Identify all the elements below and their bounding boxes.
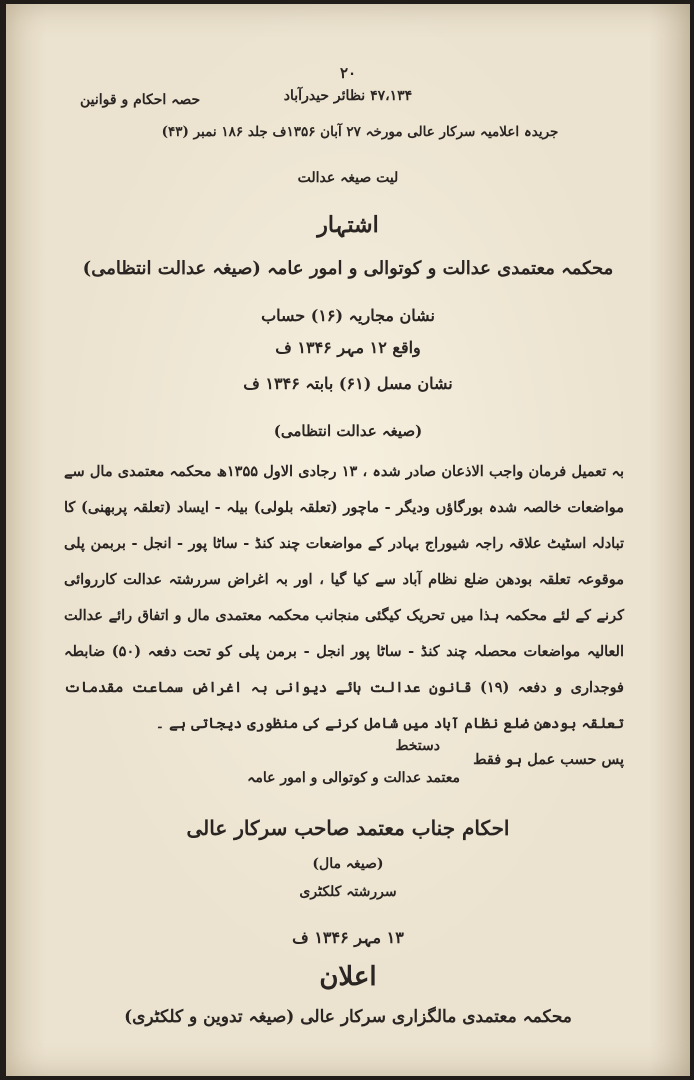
subsection-label: (صیغہ عدالت انتظامی) — [273, 422, 423, 440]
gazette-reference: جریدہ اعلامیہ سرکار عالی مورخہ ۲۷ آبان ۱۳۵۶ف جلد ۱۸۶ نمبر (۴۳) — [161, 124, 559, 140]
notice-date: واقع ۱۲ مہر ۱۳۴۶ ف — [275, 338, 421, 357]
notice-body — [64, 454, 624, 778]
second-notice-heading: احکام جناب معتمد صاحب سرکار عالی — [186, 816, 510, 840]
department-label: لیت صیغہ عدالت — [297, 170, 399, 186]
body-closing: پس حسب عمل ہو فقط — [473, 751, 624, 768]
file-number: نشان مسل (۶۱) بابتہ ۱۳۴۶ ف — [243, 374, 453, 393]
second-notice-sarrishta: سررشتہ کلکٹری — [299, 884, 397, 900]
document-page — [6, 4, 690, 1076]
reference-number: نشان مجاریہ (۱۶) حساب — [261, 306, 435, 325]
second-notice-sigha: (صیغہ مال) — [312, 856, 384, 872]
section-label: حصہ احکام و قوانین — [80, 92, 201, 108]
notice-title: اشتہار — [317, 212, 379, 238]
second-notice-date: ۱۳ مہر ۱۳۴۶ ف — [292, 928, 404, 947]
body-paragraph: بہ تعمیل فرمان واجب الاذعان صادر شدہ ، ۱۳ رجادی الاول ۱۳۵۵ھ محکمہ معتمدی مال سے مواضعات خالصہ شدہ بورگاؤں ودیگر - ماچور (تعلقہ بلولی) بیلہ - ایساد (تعلقہ پربھنی) کا تبادلہ اسٹیٹ علاقہ راجہ شیوراج بہادر کے مواضعات چند کنڈ - ساٹا پور - انجل - بربمن پلی موقوعہ تعلقہ بودھن ضلع نظام آباد سے کیا گیا ، اور بہ اغراض سررشتہ عدالت کارروائی کرنے کے لئے محکمہ ہذا میں تحریک کیگئی منجانب محکمہ معتمدی مال و اتفاق رائے عدالت العالیہ مواضعات محصلہ چند کنڈ - ساٹا پور انجل - برمن پلی کو تحت دفعہ (۵۰) ضابطہ فوجداری و دفعہ (۱۹) قانون عدالت ہائے دیوانی بہ اغراض سماعت مقدمات تعلقہ بودھن ضلع نظام آباد میں شامل کرنے کی منظوری دیجاتی ہے ۔ — [64, 463, 624, 732]
running-title: ۴۷،۱۳۴ نظائر حیدرآباد — [283, 88, 413, 104]
signature-label: دستخط — [395, 738, 440, 754]
second-notice-title: اعلان — [319, 962, 377, 992]
page-number: ٢٠ — [339, 64, 357, 82]
court-name: محکمہ معتمدی عدالت و کوتوالی و امور عامہ (صیغہ عدالت انتظامی) — [82, 258, 614, 279]
second-notice-office: محکمہ معتمدی مالگزاری سرکار عالی (صیغہ تدوین و کلکٹری) — [124, 1007, 572, 1027]
signature-title: معتمد عدالت و کوتوالی و امور عامہ — [247, 770, 460, 786]
